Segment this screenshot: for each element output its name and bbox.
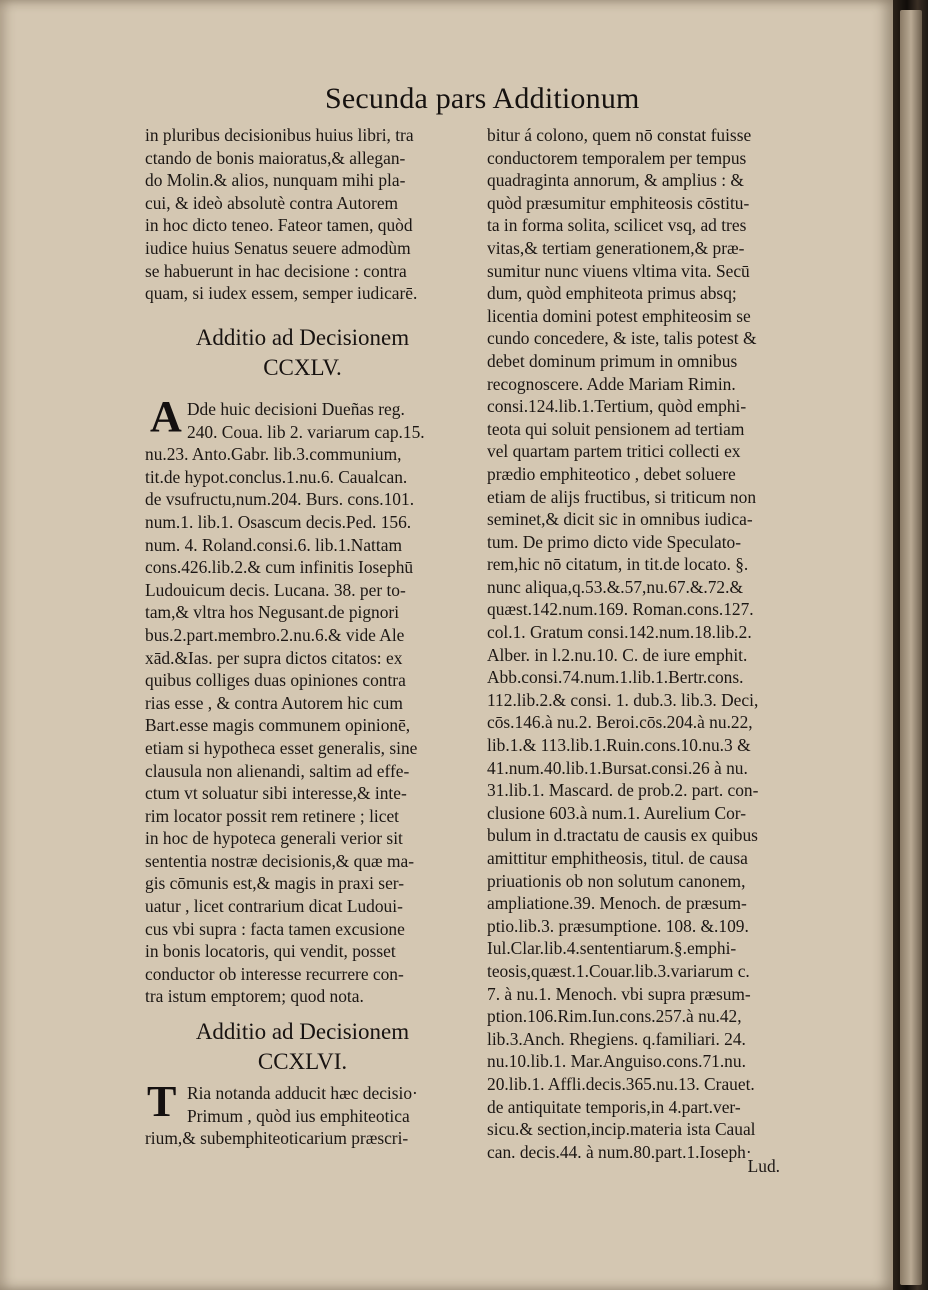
text-line: sumitur nunc viuens vltima vita. Secū xyxy=(487,260,750,281)
next-page-edge xyxy=(900,10,922,1285)
text-line: rim locator possit rem retinere ; licet xyxy=(145,805,400,826)
text-line: nunc aliqua,q.53.&.57,nu.67.&.72.& xyxy=(487,576,744,597)
text-line: Dde huic decisioni Dueñas reg. xyxy=(187,399,405,419)
text-line: cōs.146.à nu.2. Beroi.cōs.204.à nu.22, xyxy=(487,712,753,733)
text-line: teota qui soluit pensionem ad tertiam xyxy=(487,418,745,439)
text-line: consi.124.lib.1.Tertium, quòd emphi- xyxy=(487,396,747,417)
heading-addition-246 xyxy=(145,1017,460,1077)
text-line: rem,hic nō citatum, in tit.de locato. §. xyxy=(487,554,749,575)
text-line: quibus colliges duas opiniones contra xyxy=(145,670,406,691)
text-line: Iul.Clar.lib.4.sententiarum.§.emphi- xyxy=(487,938,737,959)
text-line: vel quartam partem tritici collecti ex xyxy=(487,441,741,462)
text-line: ctum vt soluatur sibi interesse,& inte- xyxy=(145,783,407,804)
text-line: tam,& vltra hos Negusant.de pignori xyxy=(145,602,400,623)
text-line: Ria notanda adducit hæc decisio· xyxy=(187,1083,418,1103)
catchword: Lud. xyxy=(747,1156,780,1176)
right-column-text xyxy=(487,124,797,1163)
text-line: recognoscere. Adde Mariam Rimin. xyxy=(487,373,736,394)
text-line: bulum in d.tractatu de causis ex quibus xyxy=(487,825,758,846)
text-line: lib.3.Anch. Rhegiens. q.familiari. 24. xyxy=(487,1028,746,1049)
text-line: num.1. lib.1. Osascum decis.Ped. 156. xyxy=(145,511,412,532)
text-line: ctando de bonis maioratus,& allegan- xyxy=(145,147,406,168)
text-line: num. 4. Roland.consi.6. lib.1.Nattam xyxy=(145,534,402,555)
text-line: cundo concedere, & iste, talis potest & xyxy=(487,328,757,349)
text-line: rium,& subemphiteoticarium præscri- xyxy=(145,1128,409,1149)
text-line: in hoc de hypoteca generali verior sit xyxy=(145,828,403,849)
heading-addition-245 xyxy=(145,323,460,383)
addition-246-text xyxy=(145,1077,460,1150)
text-line: etiam de alijs fructibus, si triticum non xyxy=(487,486,757,507)
text-line: quam, si iudex essem, semper iudicarē. xyxy=(145,283,418,304)
left-column-top-text xyxy=(145,124,460,305)
text-line: Abb.consi.74.num.1.lib.1.Bertr.cons. xyxy=(487,667,744,688)
text-line: 240. Coua. lib 2. variarum cap.15. xyxy=(187,421,425,442)
text-line: tum. De primo dicto vide Speculato- xyxy=(487,531,742,552)
text-line: Alber. in l.2.nu.10. C. de iure emphit. xyxy=(487,644,748,665)
text-line: Bart.esse magis communem opinionē, xyxy=(145,715,411,736)
text-line: col.1. Gratum consi.142.num.18.lib.2. xyxy=(487,622,752,643)
text-line: tit.de hypot.conclus.1.nu.6. Caualcan. xyxy=(145,466,408,487)
text-line: 20.lib.1. Affli.decis.365.nu.13. Crauet. xyxy=(487,1073,755,1094)
drop-cap: T xyxy=(147,1077,177,1126)
text-line: iudice huius Senatus seuere admodùm xyxy=(145,237,411,258)
text-line: seminet,& dicit sic in omnibus iudica- xyxy=(487,509,753,530)
heading-line: Additio ad Decisionem xyxy=(195,1019,410,1044)
text-line: quadraginta annorum, & amplius : & xyxy=(487,170,744,191)
text-line: tra istum emptorem; quod nota. xyxy=(145,986,364,1007)
text-line: conductor ob interesse recurrere con- xyxy=(145,963,404,984)
text-line: nu.23. Anto.Gabr. lib.3.communium, xyxy=(145,444,402,465)
text-line: ampliatione.39. Menoch. de præsum- xyxy=(487,893,747,914)
text-line: clausula non alienandi, saltim ad effe- xyxy=(145,760,410,781)
text-line: 41.num.40.lib.1.Bursat.consi.26 à nu. xyxy=(487,757,748,778)
text-line: teosis,quæst.1.Couar.lib.3.variarum c. xyxy=(487,960,750,981)
text-line: debet dominum primum in omnibus xyxy=(487,350,738,371)
text-line: sententia nostræ decisionis,& quæ ma- xyxy=(145,850,415,871)
text-line: prædio emphiteotico , debet soluere xyxy=(487,463,736,484)
text-line: quæst.142.num.169. Roman.cons.127. xyxy=(487,599,754,620)
drop-cap: A xyxy=(150,392,182,441)
running-header: Secunda pars Additionum xyxy=(325,82,640,115)
text-line: Ludouicum decis. Lucana. 38. per to- xyxy=(145,579,406,600)
text-line: priuationis ob non solutum canonem, xyxy=(487,870,746,891)
text-line: cus vbi supra : facta tamen excusione xyxy=(145,918,405,939)
text-line: de antiquitate temporis,in 4.part.ver- xyxy=(487,1096,741,1117)
text-line: etiam si hypotheca esset generalis, sine xyxy=(145,737,418,758)
text-line: gis cōmunis est,& magis in praxi ser- xyxy=(145,873,405,894)
text-line: 31.lib.1. Mascard. de prob.2. part. con- xyxy=(487,780,759,801)
text-line: dum, quòd emphiteota primus absq; xyxy=(487,283,737,304)
text-line: xād.&Ias. per supra dictos citatos: ex xyxy=(145,647,403,668)
text-line: do Molin.& alios, nunquam mihi pla- xyxy=(145,170,406,191)
text-line: ptio.lib.3. præsumptione. 108. &.109. xyxy=(487,915,749,936)
text-line: 7. à nu.1. Menoch. vbi supra præsum- xyxy=(487,983,751,1004)
text-line: uatur , licet contrarium dicat Ludoui- xyxy=(145,896,403,917)
text-line: can. decis.44. à num.80.part.1.Ioseph· xyxy=(487,1141,752,1162)
text-line: amittitur emphitheosis, titul. de causa xyxy=(487,848,748,868)
text-line: ption.106.Rim.Iun.cons.257.à nu.42, xyxy=(487,1006,742,1027)
text-line: lib.1.& 113.lib.1.Ruin.cons.10.nu.3 & xyxy=(487,735,751,756)
text-line: conductorem temporalem per tempus xyxy=(487,147,747,168)
heading-number: CCXLV. xyxy=(263,355,342,380)
text-line: cons.426.lib.2.& cum infinitis Iosephū xyxy=(145,557,414,578)
text-line: bitur á colono, quem nō constat fuisse xyxy=(487,125,752,145)
text-line: quòd præsumitur emphiteosis cōstitu- xyxy=(487,192,750,213)
text-line: clusione 603.à num.1. Aurelium Cor- xyxy=(487,802,747,823)
text-line: 112.lib.2.& consi. 1. dub.3. lib.3. Deci, xyxy=(487,689,759,710)
text-line: se habuerunt in hac decisione : contra xyxy=(145,260,407,281)
text-line: ta in forma solita, scilicet vsq, ad tres xyxy=(487,215,747,236)
text-line: in pluribus decisionibus huius libri, tra xyxy=(145,125,414,145)
text-line: in bonis locatoris, qui vendit, posset xyxy=(145,941,396,962)
text-line: Primum , quòd ius emphiteotica xyxy=(187,1105,410,1126)
text-line: de vsufructu,num.204. Burs. cons.101. xyxy=(145,489,415,510)
heading-number: CCXLVI. xyxy=(257,1049,348,1074)
text-line: vitas,& tertiam generationem,& præ- xyxy=(487,237,745,258)
text-line: licentia domini potest emphiteosim se xyxy=(487,305,751,326)
text-line: nu.10.lib.1. Mar.Anguiso.cons.71.nu. xyxy=(487,1051,746,1072)
text-line: sicu.& section,incip.materia ista Caual xyxy=(487,1119,756,1140)
addition-245-text xyxy=(145,398,460,1008)
text-line: bus.2.part.membro.2.nu.6.& vide Ale xyxy=(145,624,405,645)
text-line: in hoc dicto teneo. Fateor tamen, quòd xyxy=(145,215,413,236)
heading-line: Additio ad Decisionem xyxy=(195,325,410,350)
text-line: cui, & ideò absolutè contra Autorem xyxy=(145,192,399,213)
text-line: rias esse , & contra Autorem hic cum xyxy=(145,692,403,713)
